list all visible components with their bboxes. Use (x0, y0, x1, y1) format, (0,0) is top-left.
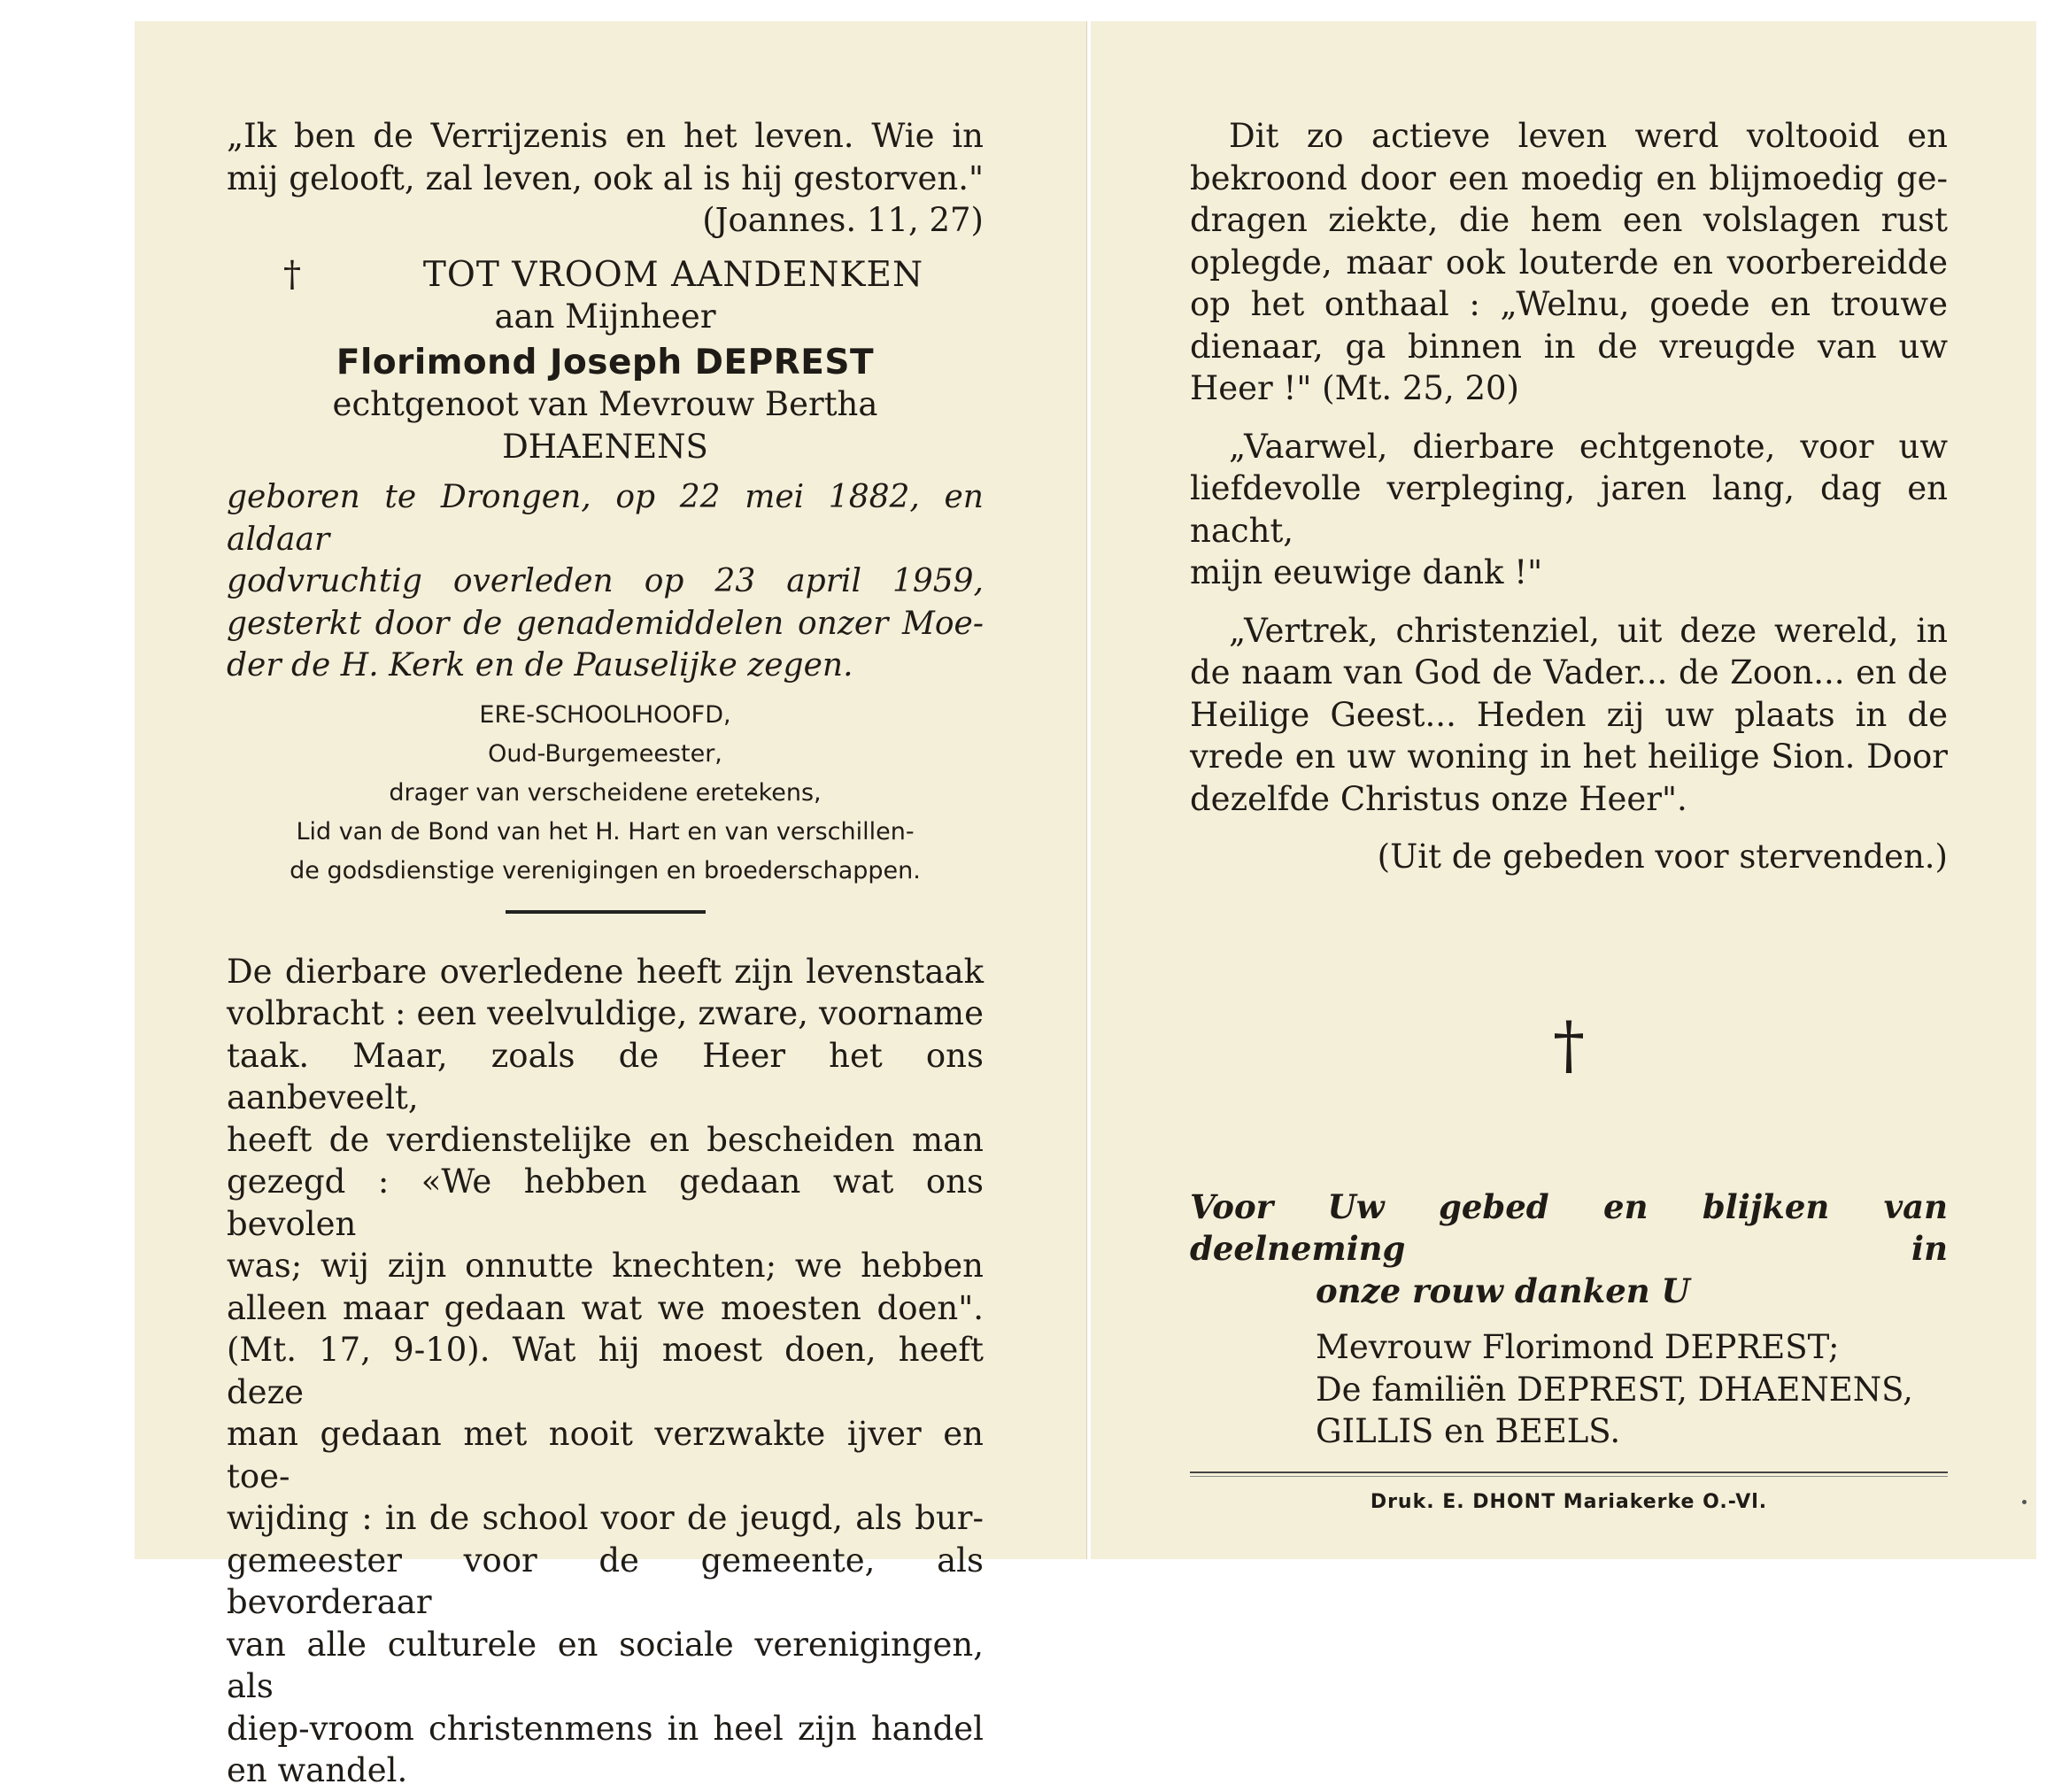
honor-line: Oud-Burgemeester, (488, 739, 722, 768)
memorial-heading (227, 254, 984, 297)
quote-reference: (Joannes. 11, 27) (702, 201, 984, 239)
honor-line: drager van verscheidene eretekens, (389, 778, 822, 807)
eulogy-line: diep-vroom christenmens in heel zijn handel (227, 1709, 984, 1748)
eulogy-line: man gedaan met nooit verzwakte ijver en toe- (227, 1415, 984, 1495)
eulogy-paragraph (227, 951, 984, 1792)
left-page (135, 21, 1087, 1789)
text-line: vrede en uw woning in het heilige Sion. Door (1190, 738, 1948, 776)
honor-line: ERE-SCHOOLHOOFD, (479, 700, 731, 729)
birth-death-line: geboren te Drongen, op 22 mei 1882, en aldaar (227, 479, 984, 558)
eulogy-line: van alle culturele en sociale verenigingen, als (227, 1625, 984, 1705)
eulogy-line: gemeester voor de gemeente, als bevorderaar (227, 1541, 984, 1621)
eulogy-line: heeft de verdienstelijke en bescheiden man (227, 1120, 984, 1159)
family-line: GILLIS en BEELS. (1316, 1412, 1621, 1450)
deceased-name: Florimond Joseph DEPREST (336, 342, 875, 382)
salutation: aan Mijnheer (494, 297, 716, 336)
text-line: Heer !" (Mt. 25, 20) (1190, 369, 1519, 407)
right-page (1091, 21, 2036, 1559)
eulogy-line: alleen maar gedaan wat we moesten doen". (227, 1288, 984, 1327)
eulogy-line: en wandel. (227, 1751, 408, 1789)
footer-rule (1190, 1471, 1948, 1477)
birth-death-line: der de H. Kerk en de Pauselijke zegen. (227, 647, 853, 684)
paragraph-prayer (1190, 610, 1948, 821)
spouse-line: echtgenoot van Mevrouw Bertha DHAENENS (332, 385, 878, 466)
eulogy-line: was; wij zijn onnutte knechten; we hebben (227, 1247, 984, 1285)
quote-line: „Ik ben de Verrijzenis en het leven. Wie in (227, 117, 984, 155)
memorial-title: TOT VROOM AANDENKEN (422, 254, 924, 295)
honor-line: de godsdienstige verenigingen en broederschappen. (290, 856, 921, 884)
text-line: dragen ziekte, die hem een volslagen rust (1190, 201, 1948, 239)
eulogy-line: (Mt. 17, 9-10). Wat hij moest doen, heeft deze (227, 1331, 984, 1411)
text-line: liefdevolle verpleging, jaren lang, dag en nacht, (1190, 469, 1948, 550)
eulogy-line: taak. Maar, zoals de Heer het ons aanbeveelt, (227, 1036, 984, 1116)
thanks-line: onze rouw danken U (1316, 1271, 1690, 1310)
honors-list (227, 696, 984, 891)
prayer-source: (Uit de gebeden voor stervenden.) (1377, 838, 1948, 876)
family-list (1190, 1326, 1948, 1453)
eulogy-line: volbracht : een veelvuldige, zware, voorname (227, 994, 984, 1032)
birth-death-text (227, 476, 984, 687)
text-line: de naam van God de Vader... de Zoon... en de (1190, 653, 1948, 691)
eulogy-line: De dierbare overledene heeft zijn levenstaak (227, 952, 984, 991)
text-line: „Vaarwel, dierbare echtgenote, voor uw (1229, 427, 1948, 466)
printer-imprint: Druk. E. DHONT Mariakerke O.-Vl. (1370, 1491, 1768, 1513)
thanks-line: Voor Uw gebed en blijken van deelneming in (1190, 1186, 1948, 1268)
quote-line: mij gelooft, zal leven, ook al is hij gestorven." (227, 158, 984, 197)
eulogy-line: gezegd : «We hebben gedaan wat ons bevolen (227, 1162, 984, 1243)
family-line: De familiën DEPREST, DHAENENS, (1316, 1370, 1913, 1409)
text-line: mijn eeuwige dank !" (1190, 553, 1543, 591)
cross-icon: † (283, 253, 301, 295)
text-line: dezelfde Christus onze Heer". (1190, 779, 1687, 818)
birth-death-line: gesterkt door de genademiddelen onzer Moe- (227, 605, 984, 642)
cross-icon: † (1553, 1007, 1585, 1082)
text-line: dienaar, ga binnen in de vreugde van uw (1190, 327, 1948, 366)
scripture-quote (227, 115, 984, 242)
thanks-text (1190, 1186, 1948, 1313)
text-line: Heilige Geest... Heden zij uw plaats in de (1190, 695, 1948, 734)
honor-line: Lid van de Bond van het H. Hart en van verschillen- (296, 817, 915, 846)
text-line: op het onthaal : „Welnu, goede en trouwe (1190, 285, 1948, 323)
text-line: „Vertrek, christenziel, uit deze wereld, in (1229, 611, 1948, 650)
paragraph-life (1190, 115, 1948, 410)
family-line: Mevrouw Florimond DEPREST; (1316, 1328, 1840, 1366)
left-column (135, 21, 1086, 1789)
speck (2022, 1500, 2027, 1504)
text-line: oplegde, maar ook louterde en voorbereidde (1190, 243, 1948, 282)
divider-rule (506, 910, 706, 914)
text-line: Dit zo actieve leven werd voltooid en (1229, 117, 1948, 155)
birth-death-line: godvruchtig overleden op 23 april 1959, (227, 563, 984, 599)
right-column (1091, 21, 2036, 1559)
paragraph-farewell (1190, 426, 1948, 594)
eulogy-line: wijding : in de school voor de jeugd, als bur- (227, 1499, 984, 1537)
text-line: bekroond door een moedig en blijmoedig ge- (1190, 158, 1948, 197)
